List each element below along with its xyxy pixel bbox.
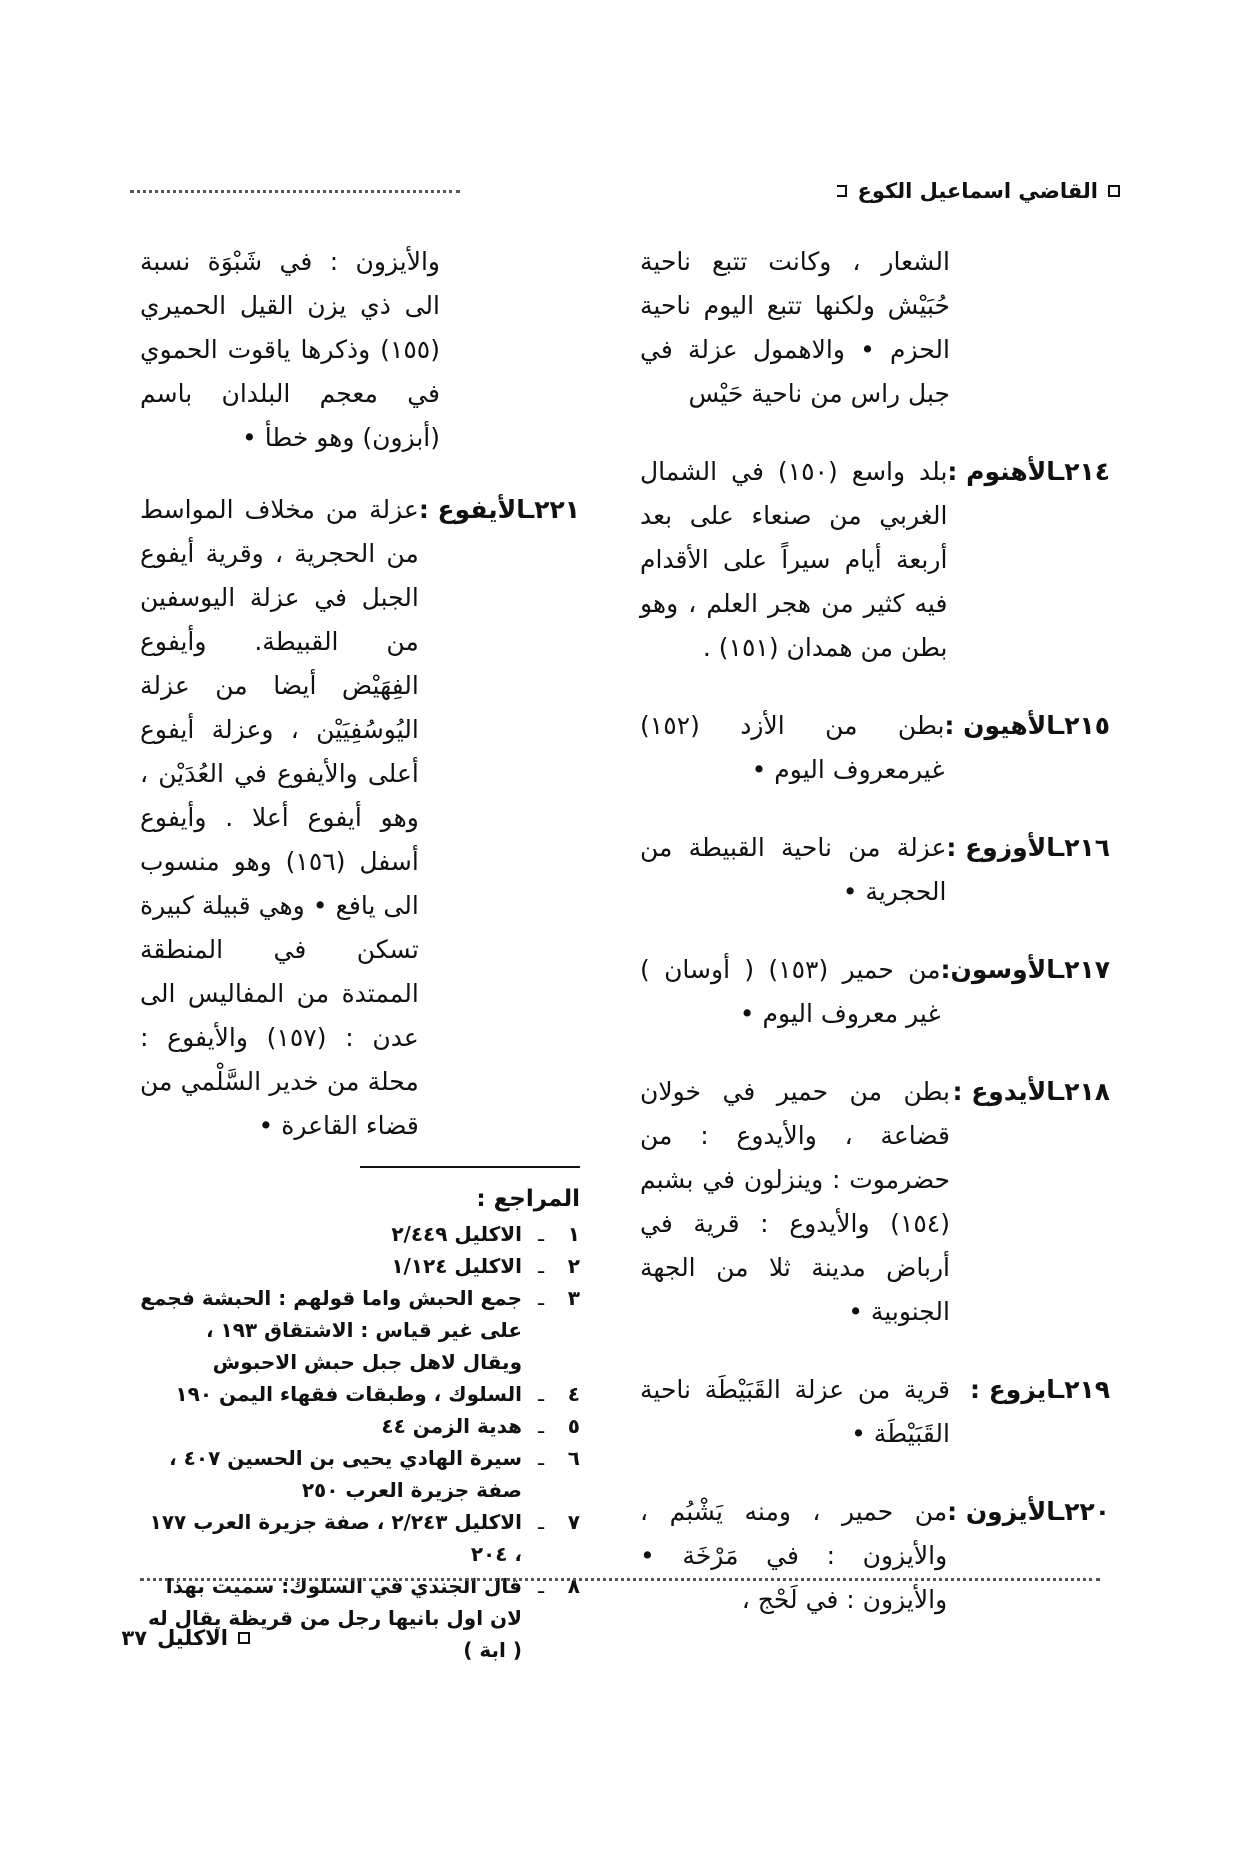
references-list xyxy=(140,1218,580,1666)
reference-item xyxy=(140,1378,580,1410)
page-header xyxy=(130,176,1120,206)
reference-item xyxy=(140,1410,580,1442)
right-column xyxy=(640,240,1110,1656)
entry-220-head xyxy=(947,1490,1110,1622)
dash-glyph: ـ xyxy=(538,1510,544,1534)
entry-214-number: ٢١٤ـ xyxy=(1055,457,1110,486)
entry-218-text: بطن من حمير في خولان قضاعة ، والأيدوع : من حضرموت : وينزلون في بشبم (١٥٤) والأيدوع : قرية في أرباض مدينة ثلا من الجهة الجنوبية • xyxy=(640,1077,950,1326)
entry-217-term: الأوسون: xyxy=(940,955,1056,984)
dash-glyph: ـ xyxy=(538,1222,544,1246)
reference-number: ٣ xyxy=(567,1286,580,1310)
footer-dotted-rule xyxy=(140,1578,1100,1581)
reference-number: ٨ xyxy=(567,1574,580,1598)
square-bullet-icon xyxy=(238,1632,250,1644)
entry-220 xyxy=(640,1490,1110,1622)
entry-214-term: الأهنوم : xyxy=(947,457,1056,486)
entry-217 xyxy=(640,948,1110,1036)
reference-text: جمع الحبش واما قولهم : الحبشة فجمع على غير قياس : الاشتقاق ١٩٣ ، ويقال لاهل جبل حبش الاحبوش xyxy=(140,1286,522,1374)
reference-item xyxy=(140,1506,580,1570)
footer-journal: الاكليل xyxy=(157,1626,228,1650)
entry-218-term: الأيدوع : xyxy=(952,1077,1056,1106)
reference-text: قال الجندي في السلوك: سميت بهذا لان اول بانيها رجل من قريظة يقال له ( ابة ) xyxy=(148,1574,522,1662)
entry-220-text: من حمير ، ومنه يَشْبُم ، والأيزون : في مَرْخَة • والأيزون : في لَحْج ، xyxy=(640,1497,948,1614)
reference-number: ٦ xyxy=(567,1446,580,1470)
entry-215-text: بطن من الأزد (١٥٢) غيرمعروف اليوم • xyxy=(640,711,945,784)
entry-217-head xyxy=(941,948,1110,1036)
dash-glyph: ـ xyxy=(538,1414,544,1438)
entry-218-number: ٢١٨ـ xyxy=(1055,1077,1110,1106)
entry-218 xyxy=(640,1070,1110,1334)
header-dotted-rule xyxy=(130,190,460,193)
entry-221-head xyxy=(419,488,580,1148)
right-column-continuation: الشعار ، وكانت تتبع ناحية حُبَيْش ولكنها تتبع اليوم ناحية الحزم • والاهمول عزلة في جبل راس من ناحية حَيْس xyxy=(640,247,950,408)
entry-215 xyxy=(640,704,1110,792)
dash-glyph: ـ xyxy=(538,1382,544,1406)
reference-number: ١ xyxy=(567,1222,580,1246)
entry-216-term: الأوزوع : xyxy=(946,833,1056,862)
header-author-text: القاضي اسماعيل الكوع xyxy=(857,179,1098,203)
entry-218-head xyxy=(950,1070,1110,1334)
left-column xyxy=(140,240,580,1666)
entry-221 xyxy=(140,488,580,1148)
reference-text: السلوك ، وطبقات فقهاء اليمن ١٩٠ xyxy=(175,1382,522,1406)
entry-219-head xyxy=(950,1368,1110,1456)
dash-glyph: ـ xyxy=(538,1446,544,1470)
entry-220-term: الأيزون : xyxy=(947,1497,1056,1526)
square-bullet-icon xyxy=(1108,185,1120,197)
reference-text: الاكليل ١/١٢٤ xyxy=(391,1254,522,1278)
entry-221-number: ٢٢١ـ xyxy=(525,495,580,524)
reference-item xyxy=(140,1218,580,1250)
entry-216-head xyxy=(946,826,1110,914)
page-footer xyxy=(121,1626,250,1650)
entry-215-term: الأهيون : xyxy=(944,711,1056,740)
reference-text: هدية الزمن ٤٤ xyxy=(381,1414,522,1438)
entry-219-number: ٢١٩ـ xyxy=(1055,1375,1110,1404)
entry-214 xyxy=(640,450,1110,670)
dash-glyph: ـ xyxy=(538,1574,544,1598)
entry-216-number: ٢١٦ـ xyxy=(1055,833,1110,862)
reference-number: ٧ xyxy=(567,1510,580,1534)
entry-221-term: الأيفوع : xyxy=(418,495,526,524)
entry-219 xyxy=(640,1368,1110,1456)
entry-214-text: بلد واسع (١٥٠) في الشمال الغربي من صنعاء على بعد أربعة أيام سيراً على الأقدام فيه كثير من هجر العلم ، وهو بطن من همدان (١٥١) . xyxy=(640,457,948,662)
reference-text: الاكليل ٢/٤٤٩ xyxy=(391,1222,522,1246)
entry-217-text: من حمير (١٥٣) ( أوسان ) غير معروف اليوم • xyxy=(640,955,941,1028)
entry-216 xyxy=(640,826,1110,914)
reference-item xyxy=(140,1442,580,1506)
reference-number: ٢ xyxy=(567,1254,580,1278)
entry-221-text: عزلة من مخلاف المواسط من الحجرية ، وقرية أيفوع الجبل في عزلة اليوسفين من القبيطة. وأيفوع الفِهَيْض أيضا من عزلة اليُوسُفِيَيْن ، وعزلة أيفوع أعلى والأيفوع في العُدَيْن ، وهو أيفوع أعلا . وأيفوع أسفل (١٥٦) وهو منسوب الى يافع • وهي قبيلة كبيرة تسكن في المنطقة الممتدة من المفاليس الى عدن : (١٥٧) والأيفوع : محلة من خدير السَّلْمي من قضاء القاعرة • xyxy=(140,495,419,1140)
reference-text: سيرة الهادي يحيى بن الحسين ٤٠٧ ، صفة جزيرة العرب ٢٥٠ xyxy=(169,1446,522,1502)
dash-glyph: ـ xyxy=(538,1286,544,1310)
entry-219-text: قرية من عزلة القَبَيْطَة ناحية القَبَيْطَة • xyxy=(640,1375,950,1448)
header-author xyxy=(837,179,1120,203)
reference-item xyxy=(140,1570,580,1666)
reference-item xyxy=(140,1250,580,1282)
references-divider xyxy=(360,1166,580,1168)
entry-216-text: عزلة من ناحية القبيطة من الحجرية • xyxy=(640,833,947,906)
entry-220-number: ٢٢٠ـ xyxy=(1055,1497,1110,1526)
bracket-bullet-icon xyxy=(837,185,847,197)
reference-text: الاكليل ٢/٢٤٣ ، صفة جزيرة العرب ١٧٧ ، ٢٠٤ xyxy=(149,1510,522,1566)
entry-217-number: ٢١٧ـ xyxy=(1055,955,1110,984)
dash-glyph: ـ xyxy=(538,1254,544,1278)
entry-215-head xyxy=(944,704,1110,792)
page-number: ٣٧ xyxy=(121,1626,148,1650)
entry-215-number: ٢١٥ـ xyxy=(1055,711,1110,740)
reference-item xyxy=(140,1282,580,1378)
entry-214-head xyxy=(947,450,1110,670)
reference-number: ٤ xyxy=(567,1382,580,1406)
left-column-continuation: والأيزون : في شَبْوَة نسبة الى ذي يزن القيل الحميري (١٥٥) وذكرها ياقوت الحموي في معجم البلدان باسم (أبزون) وهو خطأ • xyxy=(140,247,440,452)
references-title: المراجع : xyxy=(476,1186,580,1212)
entry-219-term: ايزوع : xyxy=(970,1375,1056,1404)
reference-number: ٥ xyxy=(567,1414,580,1438)
